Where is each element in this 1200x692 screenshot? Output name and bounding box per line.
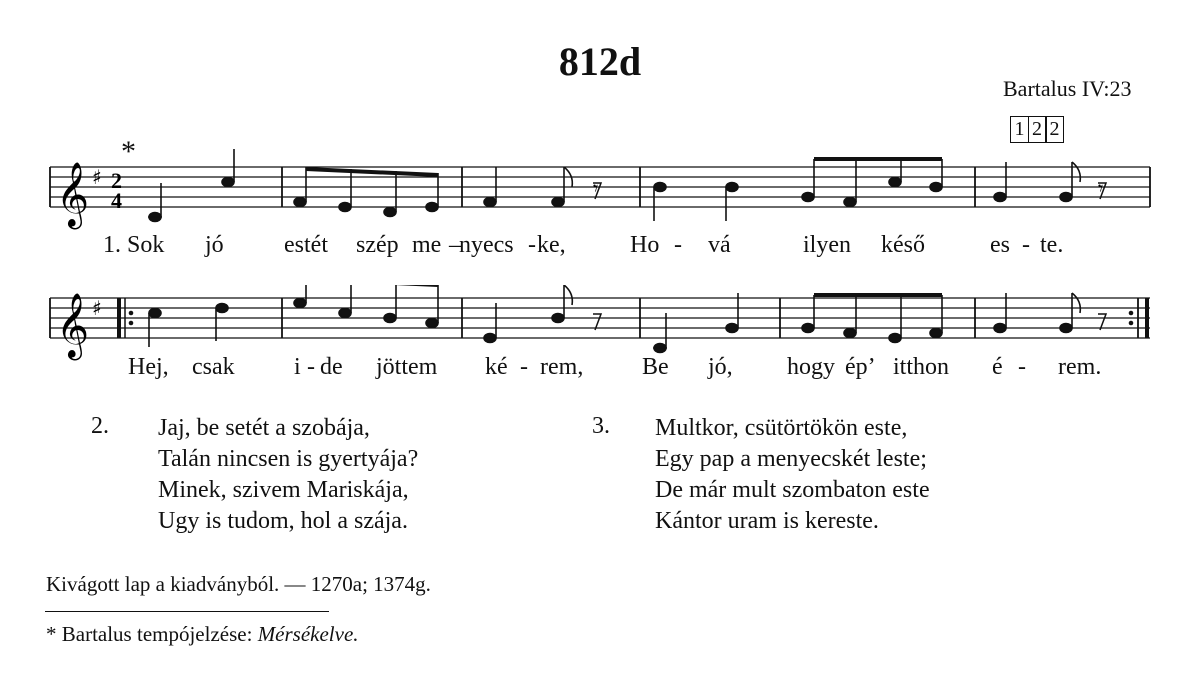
lyric: rem.: [1058, 354, 1102, 380]
treble-clef-icon: 𝄞: [56, 162, 90, 227]
lyric: nyecs: [459, 232, 514, 258]
lyric: jó,: [708, 354, 733, 380]
source-note: Kivágott lap a kiadványból. — 1270a; 1374g.: [46, 572, 431, 596]
sharp-icon: ♯: [92, 296, 102, 320]
form-box: 1: [1010, 116, 1029, 143]
lyric: es: [990, 232, 1010, 258]
verse-2: [158, 413, 418, 537]
verse-line: Egy pap a menyecskét leste;: [655, 446, 927, 472]
lyric: Be: [642, 354, 669, 380]
lyric: me: [412, 232, 442, 258]
verse-line: Ugy is tudom, hol a szája.: [158, 508, 408, 534]
time-signature: 4: [111, 188, 122, 213]
lyric: ke,: [537, 232, 566, 258]
tempo-marking: Mérsékelve.: [257, 622, 359, 646]
lyric: Hej,: [128, 354, 169, 380]
lyric: te.: [1040, 232, 1064, 258]
verse-line: Jaj, be setét a szobája,: [158, 415, 370, 441]
lyric-hyphen: -: [520, 354, 528, 380]
footnote: [46, 622, 359, 647]
lyric: rem,: [540, 354, 584, 380]
lyric: ké: [485, 354, 508, 380]
lyric: é: [992, 354, 1003, 380]
eighth-rest-icon: 𝄾: [593, 178, 599, 200]
lyric-hyphen: -: [528, 232, 536, 258]
lyric: szép: [356, 232, 399, 258]
verse-number: 3.: [592, 413, 610, 439]
lyric: ép’: [845, 354, 876, 380]
lyric: csak: [192, 354, 235, 380]
time-signature: 2: [111, 168, 122, 193]
lyric: 1. Sok: [103, 232, 165, 258]
form-box: 2: [1028, 116, 1047, 143]
page-title: 812d: [558, 39, 642, 84]
lyric-hyphen: -: [674, 232, 682, 258]
lyric: itthon: [893, 354, 950, 380]
lyric: de: [320, 354, 343, 380]
lyric: ilyen: [803, 232, 851, 258]
verse-line: Talán nincsen is gyertyája?: [158, 446, 419, 472]
music-staff-1: [0, 145, 1200, 235]
lyric-hyphen: -: [1018, 354, 1026, 380]
verse-3: [655, 413, 930, 537]
treble-clef-icon: 𝄞: [56, 293, 90, 358]
lyric: vá: [708, 232, 731, 258]
lyric: i: [294, 354, 301, 380]
footnote-asterisk: *: [121, 135, 136, 168]
verse-line: Multkor, csütörtökön este,: [655, 415, 908, 441]
repeat-end-barline: [1145, 298, 1149, 338]
lyric: Ho: [630, 232, 660, 258]
verse-line: De már mult szombaton este: [655, 477, 930, 503]
verse-number: 2.: [91, 413, 109, 439]
source-reference: Bartalus IV:23: [1003, 76, 1132, 101]
lyric: jöttem: [376, 354, 438, 380]
lyric: hogy: [787, 354, 835, 380]
footnote-divider: [45, 611, 329, 612]
sharp-icon: ♯: [92, 165, 102, 189]
verse-line: Kántor uram is kereste.: [655, 508, 879, 534]
lyric-hyphen: -: [307, 354, 315, 380]
lyric: jó: [205, 232, 224, 258]
eighth-rest-icon: 𝄾: [1098, 178, 1104, 200]
footnote-asterisk: *: [46, 622, 57, 646]
lyric: estét: [284, 232, 328, 258]
footnote-text: Bartalus tempójelzése:: [61, 622, 253, 646]
form-boxes: [1010, 116, 1063, 143]
lyric-hyphen: -: [1022, 232, 1030, 258]
repeat-start-barline: [117, 298, 121, 338]
form-box: 2: [1045, 116, 1064, 143]
lyric: késő: [881, 232, 925, 258]
verse-line: Minek, szivem Mariskája,: [158, 477, 409, 503]
lyric-hyphen: –: [449, 232, 461, 258]
